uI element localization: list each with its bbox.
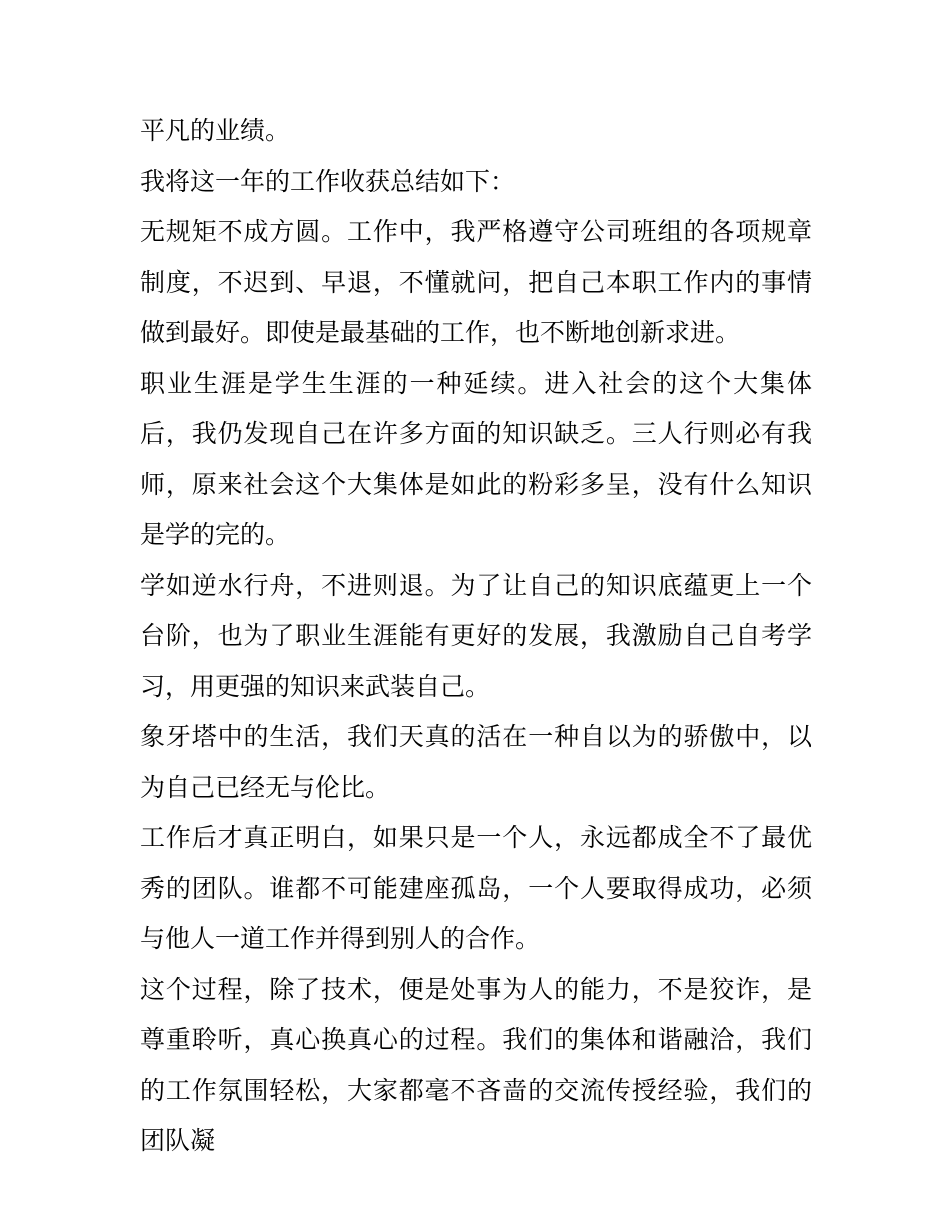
paragraph-3: 无规矩不成方圆。工作中，我严格遵守公司班组的各项规章制度，不迟到、早退，不懂就问，把自己本职工作内的事情做到最好。即使是最基础的工作，也不断地创新求进。	[140, 217, 812, 347]
document-body	[140, 106, 812, 1167]
paragraph-1: 平凡的业绩。	[140, 116, 291, 145]
paragraph-2: 我将这一年的工作收获总结如下：	[140, 166, 516, 196]
paragraph-4: 职业生涯是学生生涯的一种延续。进入社会的这个大集体后，我仍发现自己在许多方面的知识缺乏。三人行则必有我师，原来社会这个大集体是如此的粉彩多呈，没有什么知识是学的完的。	[140, 368, 812, 549]
paragraph-7: 工作后才真正明白，如果只是一个人，永远都成全不了最优秀的团队。谁都不可能建座孤岛，一个人要取得成功，必须与他人一道工作并得到别人的合作。	[140, 823, 812, 953]
paragraph-8: 这个过程，除了技术，便是处事为人的能力，不是狡诈，是尊重聆听，真心换真心的过程。我们的集体和谐融洽，我们的工作氛围轻松，大家都毫不吝啬的交流传授经验，我们的团队凝	[140, 974, 812, 1155]
paragraph-6: 象牙塔中的生活，我们天真的活在一种自以为的骄傲中，以为自己已经无与伦比。	[140, 722, 812, 802]
paragraph-5: 学如逆水行舟，不进则退。为了让自己的知识底蕴更上一个台阶，也为了职业生涯能有更好的发展，我激励自己自考学习，用更强的知识来武装自己。	[140, 570, 812, 701]
